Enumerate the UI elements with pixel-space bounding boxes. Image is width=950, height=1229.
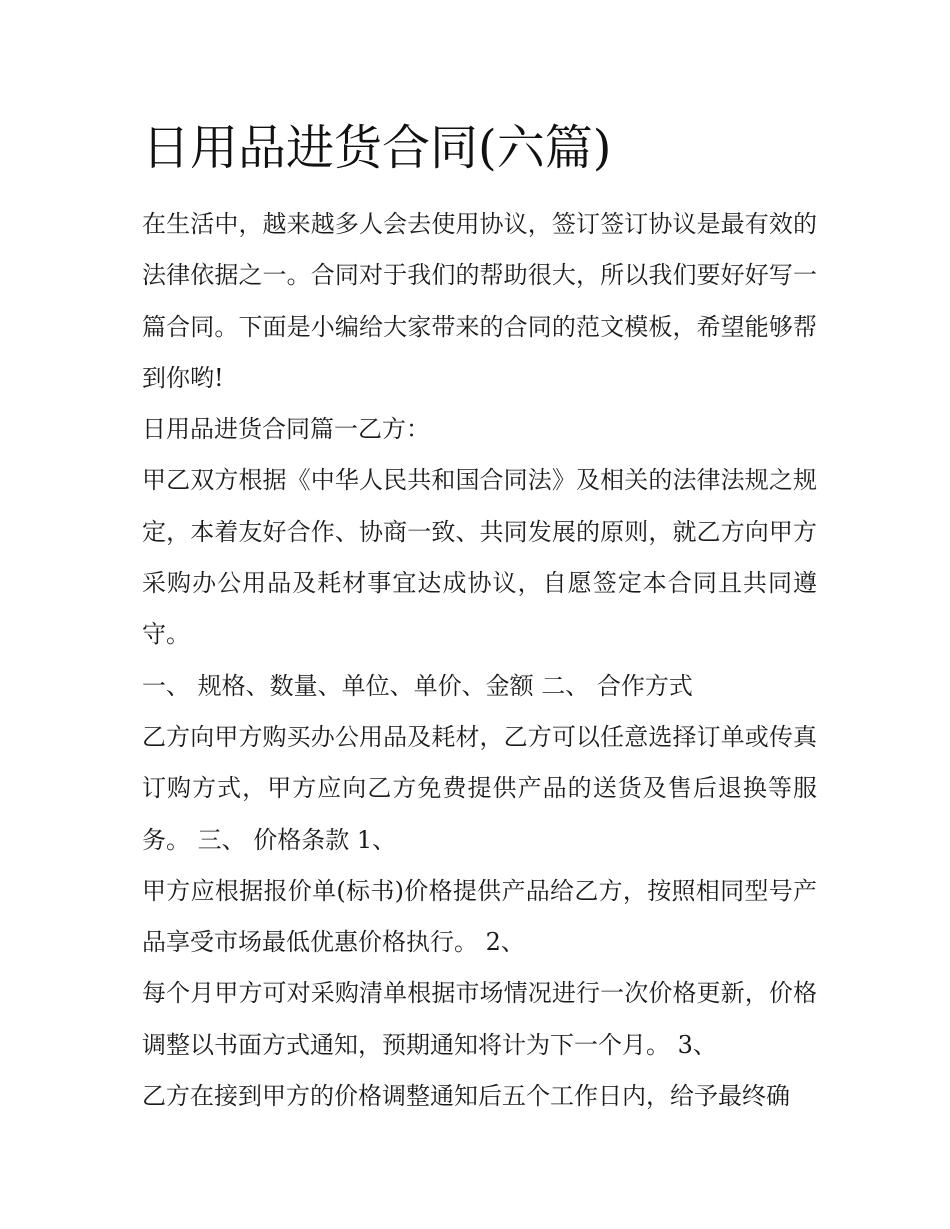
document-title: 日用品进货合同(六篇)	[142, 120, 612, 176]
price-clause-1-paragraph: 甲方应根据报价单(标书)价格提供产品给乙方，按照相同型号产品享受市场最低优惠价格执行。 2、	[142, 876, 817, 957]
price-clause-3-paragraph: 乙方在接到甲方的价格调整通知后五个工作日内，给予最终确	[142, 1082, 790, 1111]
clause-headings-paragraph: 一、 规格、数量、单位、单价、金额 二、 合作方式	[142, 671, 693, 700]
price-clause-2-paragraph: 每个月甲方可对采购清单根据市场情况进行一次价格更新，价格调整以书面方式通知，预期通知将计为下一个月。 3、	[142, 979, 817, 1059]
preamble-paragraph: 甲乙双方根据《中华人民共和国合同法》及相关的法律法规之规定，本着友好合作、协商一致、共同发展的原则，就乙方向甲方采购办公用品及耗材事宜达成协议，自愿签定本合同且共同遵守。	[142, 466, 817, 649]
cooperation-clause-paragraph: 乙方向甲方购买办公用品及耗材，乙方可以任意选择订单或传真订购方式，甲方应向乙方免费提供产品的送货及售后退换等服务。 三、 价格条款 1、	[142, 722, 817, 854]
intro-paragraph: 在生活中，越来越多人会去使用协议，签订签订协议是最有效的法律依据之一。合同对于我们的帮助很大，所以我们要好好写一篇合同。下面是小编给大家带来的合同的范文模板，希望能够帮到你哟!	[142, 210, 817, 392]
document-body	[142, 199, 817, 1122]
section-heading-part-one: 日用品进货合同篇一乙方：	[142, 415, 430, 444]
